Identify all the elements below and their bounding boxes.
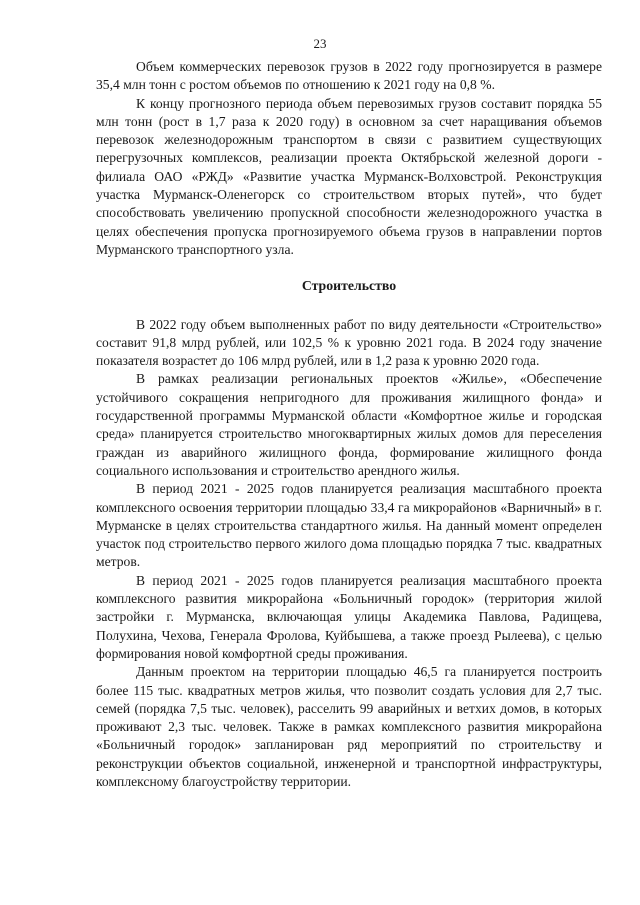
section-heading-construction: Строительство [301, 278, 397, 294]
paragraph-varnichny-project: В период 2021 - 2025 годов планируется реализация масштабного проекта комплексного освоения территории площадью 33,4 га микрорайонов «Варничный» в г. Мурманске в целях строительства стандартного жилья. На данный момент определен участок под строительство первого жилого дома площадью порядка 7 тыс. квадратных метров. [96, 481, 602, 570]
paragraph-freight-forecast: К концу прогнозного периода объем перевозимых грузов составит порядка 55 млн тонн (рост в 1,7 раза к 2020 году) в основном за счет наращивания объемов перевозок железнодорожным транспортом в связи с развитием существующих перегрузочных комплексов, реализации проекта Октябрьской железной дороги - филиала ОАО «РЖД» «Развитие участка Мурманск-Волховстрой. Реконструкция участка Мурманск-Оленегорск со строительством вторых путей», что будет способствовать увеличению пропускной способности железнодорожного участка в целях обеспечения пропуска прогнозируемого объема грузов в направлении портов Мурманского транспортного узла. [96, 95, 602, 257]
page-number: 23 [313, 36, 327, 51]
paragraph-bolnichny-project: В период 2021 - 2025 годов планируется реализация масштабного проекта комплексного развития микрорайона «Больничный городок» (территория жилой застройки г. Мурманска, включающая улицы Академика Павлова, Радищева, Полухина, Чехова, Генерала Фролова, Куйбышева, а также проезд Рылеева), с целью формирования новой комфортной среды проживания. [96, 572, 602, 661]
paragraph-bolnichny-details: Данным проектом на территории площадью 46,5 га планируется построить более 115 тыс. квадратных метров жилья, что позволит создать условия для 2,7 тыс. семей (порядка 7,5 тыс. человек), расселить 99 аварийных и ветхих домов, в которых проживают 2,3 тыс. человек. Также в рамках комплексного развития микрорайона «Больничный городок» запланирован ряд мероприятий по строительству и реконструкции объектов социальной, инженерной и транспортной инфраструктуры, комплексному благоустройству территории. [96, 664, 602, 789]
paragraph-regional-projects: В рамках реализации региональных проектов «Жилье», «Обеспечение устойчивого сокращения непригодного для проживания жилищного фонда» и государственной программы Мурманской области «Комфортное жилье и городская среда» планируется строительство многоквартирных жилых домов для переселения граждан из аварийного жилищного фонда, формирование жилищного фонда социального использования и строительство арендного жилья. [96, 371, 602, 478]
document-body [96, 58, 602, 791]
paragraph-construction-volume: В 2022 году объем выполненных работ по виду деятельности «Строительство» составит 91,8 млрд рублей, или 102,5 % к уровню 2021 года. В 2024 году значение показателя возрастет до 106 млрд рублей, или в 1,2 раза к уровню 2020 года. [96, 316, 602, 369]
paragraph-freight-2022: Объем коммерческих перевозок грузов в 2022 году прогнозируется в размере 35,4 млн тонн с ростом объемов по отношению к 2021 году на 0,8 %. [96, 59, 602, 93]
